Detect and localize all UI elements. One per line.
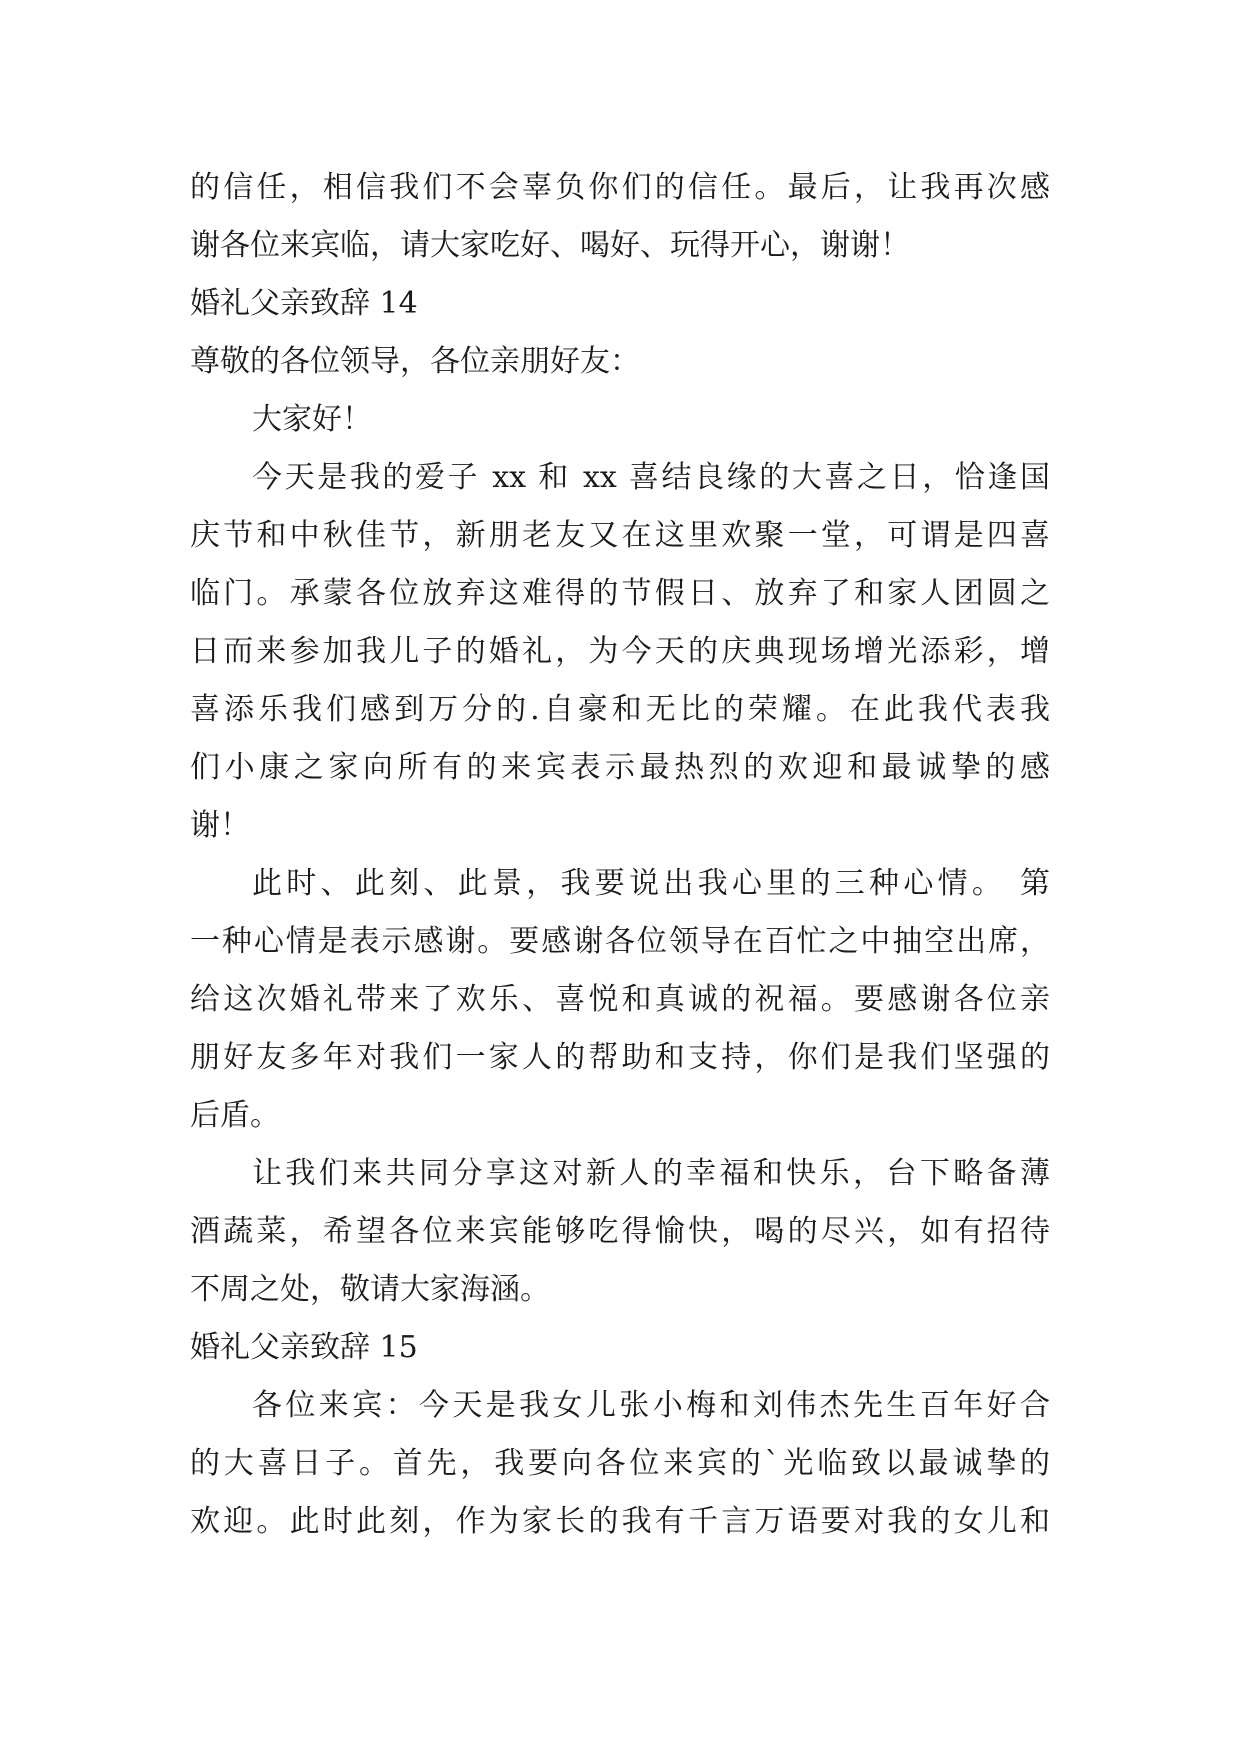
text-line: 一种心情是表示感谢。要感谢各位领导在百忙之中抽空出席，: [190, 924, 1050, 959]
text-line: 临门。承蒙各位放弃这难得的节假日、放弃了和家人团圆之: [190, 576, 1050, 611]
text-line: 朋好友多年对我们一家人的帮助和支持，你们是我们坚强的: [190, 1040, 1050, 1075]
text-line: 酒蔬菜，希望各位来宾能够吃得愉快，喝的尽兴，如有招待: [190, 1214, 1050, 1249]
text-line: 们小康之家向所有的来宾表示最热烈的欢迎和最诚挚的感: [190, 750, 1050, 785]
text-line: 的大喜日子。首先，我要向各位来宾的`光临致以最诚挚的: [190, 1446, 1050, 1481]
text-line: 今天是我的爱子 xx 和 xx 喜结良缘的大喜之日，恰逢国: [252, 460, 1050, 495]
text-line: 不周之处，敬请大家海涵。: [190, 1272, 550, 1307]
text-line: 让我们来共同分享这对新人的幸福和快乐，台下略备薄: [252, 1156, 1050, 1191]
text-line: 谢各位来宾临，请大家吃好、喝好、玩得开心，谢谢！: [190, 228, 910, 263]
text-line: 后盾。: [190, 1098, 280, 1133]
salutation: 尊敬的各位领导，各位亲朋好友：: [190, 344, 640, 379]
text-line: 此时、此刻、此景，我要说出我心里的三种心情。 第: [252, 866, 1050, 901]
text-line: 给这次婚礼带来了欢乐、喜悦和真诚的祝福。要感谢各位亲: [190, 982, 1050, 1017]
text-line: 的信任，相信我们不会辜负你们的信任。最后，让我再次感: [190, 170, 1050, 205]
section-heading: 婚礼父亲致辞 15: [190, 1330, 418, 1365]
text-line: 各位来宾：今天是我女儿张小梅和刘伟杰先生百年好合: [252, 1388, 1050, 1423]
text-line: 庆节和中秋佳节，新朋老友又在这里欢聚一堂，可谓是四喜: [190, 518, 1050, 553]
text-line: 欢迎。此时此刻，作为家长的我有千言万语要对我的女儿和: [190, 1504, 1050, 1539]
text-line: 谢！: [190, 808, 250, 843]
greeting: 大家好！: [252, 402, 372, 437]
section-heading: 婚礼父亲致辞 14: [190, 286, 418, 321]
text-line: 日而来参加我儿子的婚礼，为今天的庆典现场增光添彩，增: [190, 634, 1050, 669]
text-line: 喜添乐我们感到万分的.自豪和无比的荣耀。在此我代表我: [190, 692, 1050, 727]
